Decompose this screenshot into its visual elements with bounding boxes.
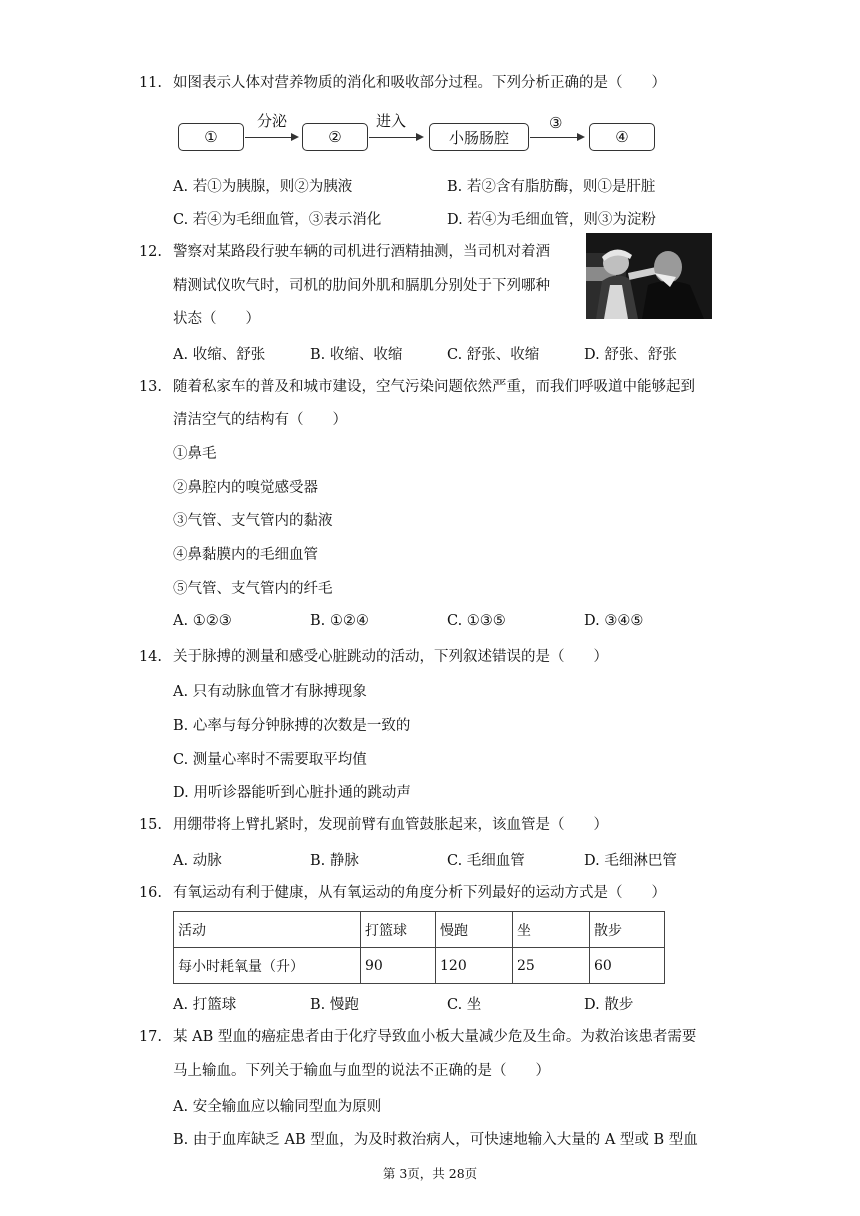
- arrow-icon: [530, 137, 583, 138]
- option-b: B. 若②含有脂肪酶，则①是肝脏: [447, 179, 656, 195]
- option-c: C. 测量心率时不需要取平均值: [173, 752, 367, 768]
- option-d: D. 用听诊器能听到心脏扑通的跳动声: [173, 785, 411, 801]
- question-number: 15.: [138, 817, 162, 833]
- table-cell: 散步: [590, 912, 665, 948]
- table-cell: 60: [590, 948, 665, 984]
- question-stem: 用绷带将上臂扎紧时，发现前臂有血管鼓胀起来，该血管是（ ）: [173, 817, 608, 833]
- option-c: C. 毛细血管: [447, 853, 525, 869]
- option-a: A. 动脉: [173, 853, 222, 869]
- option-a: A. 收缩、舒张: [173, 347, 266, 363]
- option-b: B. ①②④: [310, 613, 369, 629]
- option-d: D. 毛细淋巴管: [584, 853, 677, 869]
- option-b: B. 慢跑: [310, 997, 359, 1013]
- option-d: D. 舒张、舒张: [584, 347, 677, 363]
- table-cell: 坐: [513, 912, 590, 948]
- question-number: 11.: [138, 75, 162, 91]
- question-line: 马上输血。下列关于输血与血型的说法不正确的是（ ）: [173, 1063, 550, 1079]
- question-stem: 关于脉搏的测量和感受心脏跳动的活动，下列叙述错误的是（ ）: [173, 649, 608, 665]
- list-item: ④鼻黏膜内的毛细血管: [173, 547, 318, 563]
- option-b: B. 心率与每分钟脉搏的次数是一致的: [173, 718, 411, 734]
- table-cell: 活动: [174, 912, 361, 948]
- option-a: A. ①②③: [173, 613, 232, 629]
- option-a: A. 安全输血应以输同型血为原则: [173, 1099, 382, 1115]
- list-item: ⑤气管、支气管内的纤毛: [173, 581, 333, 597]
- question-number: 17.: [138, 1029, 162, 1045]
- question-stem: 有氧运动有利于健康，从有氧运动的角度分析下列最好的运动方式是（ ）: [173, 885, 666, 901]
- question-number: 13.: [138, 379, 162, 395]
- flow-box-1: ①: [178, 123, 244, 151]
- page-footer: 第 3页，共 28页: [382, 1166, 478, 1181]
- option-c: C. 舒张、收缩: [447, 347, 540, 363]
- table-row: [174, 948, 665, 984]
- question-line: 精测试仪吹气时，司机的肋间外肌和膈肌分别处于下列哪种: [173, 278, 550, 294]
- flow-label-3: ③: [549, 114, 563, 132]
- option-a: A. 若①为胰腺，则②为胰液: [173, 179, 353, 195]
- option-d: D. ③④⑤: [584, 613, 644, 629]
- table-cell: 90: [361, 948, 436, 984]
- option-b: B. 由于血库缺乏 AB 型血，为及时救治病人，可快速地输入大量的 A 型或 B 型血: [173, 1132, 698, 1148]
- option-d: D. 散步: [584, 997, 634, 1013]
- table-row: [174, 912, 665, 948]
- question-line: 警察对某路段行驶车辆的司机进行酒精抽测，当司机对着酒: [173, 244, 550, 260]
- option-c: C. 坐: [447, 997, 482, 1013]
- flow-box-small-intestine: 小肠肠腔: [429, 123, 529, 151]
- flow-label-secrete: 分泌: [257, 112, 288, 130]
- table-cell: 120: [436, 948, 513, 984]
- activity-table: [173, 911, 665, 984]
- table-cell: 25: [513, 948, 590, 984]
- flow-label-enter: 进入: [376, 112, 407, 130]
- option-a: A. 打篮球: [173, 997, 237, 1013]
- option-c: C. ①③⑤: [447, 613, 506, 629]
- table-cell: 每小时耗氧量（升）: [174, 948, 361, 984]
- option-d: D. 若④为毛细血管，则③为淀粉: [447, 212, 656, 228]
- question-number: 16.: [138, 885, 162, 901]
- list-item: ③气管、支气管内的黏液: [173, 513, 333, 529]
- question-stem: 如图表示人体对营养物质的消化和吸收部分过程。下列分析正确的是（ ）: [173, 75, 666, 91]
- option-c: C. 若④为毛细血管，③表示消化: [173, 212, 382, 228]
- table-cell: 慢跑: [436, 912, 513, 948]
- option-b: B. 静脉: [310, 853, 359, 869]
- table-cell: 打篮球: [361, 912, 436, 948]
- option-b: B. 收缩、收缩: [310, 347, 403, 363]
- question-number: 12.: [138, 244, 162, 260]
- question-line: 随着私家车的普及和城市建设，空气污染问题依然严重，而我们呼吸道中能够起到: [173, 379, 695, 395]
- question-line: 清洁空气的结构有（ ）: [173, 412, 347, 428]
- list-item: ②鼻腔内的嗅觉感受器: [173, 480, 318, 496]
- breathalyzer-photo: [586, 233, 712, 319]
- question-line: 某 AB 型血的癌症患者由于化疗导致血小板大量减少危及生命。为救治该患者需要: [173, 1029, 697, 1045]
- question-number: 14.: [138, 649, 162, 665]
- question-line: 状态（ ）: [173, 311, 260, 327]
- arrow-icon: [369, 137, 422, 138]
- flow-box-4: ④: [589, 123, 655, 151]
- arrow-icon: [245, 137, 297, 138]
- list-item: ①鼻毛: [173, 446, 217, 462]
- option-a: A. 只有动脉血管才有脉搏现象: [173, 684, 367, 700]
- flow-box-2: ②: [302, 123, 368, 151]
